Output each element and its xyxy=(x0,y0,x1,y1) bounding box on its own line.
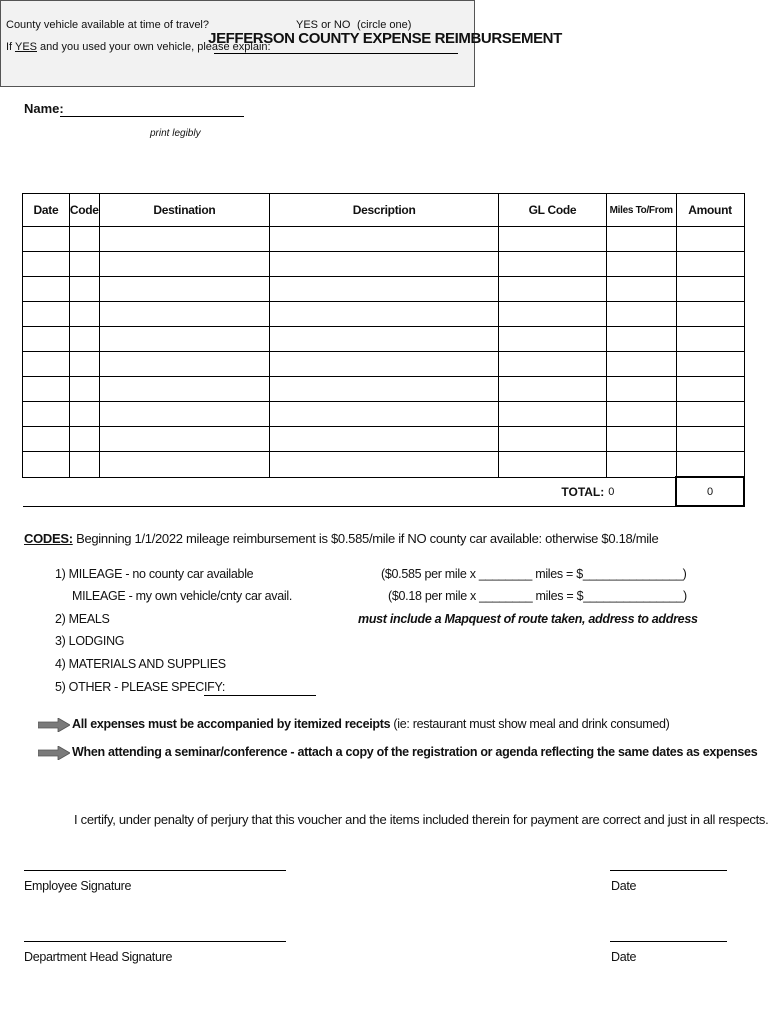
cell-gl-code[interactable] xyxy=(499,352,607,377)
cell-miles[interactable] xyxy=(606,402,676,427)
header-miles: Miles To/From xyxy=(606,194,676,227)
explain-label: If YES and you used your own vehicle, please explain: xyxy=(6,41,271,53)
header-date: Date xyxy=(23,194,70,227)
cell-description[interactable] xyxy=(270,227,499,252)
other-specify-field[interactable] xyxy=(204,695,316,696)
table-row xyxy=(23,227,745,252)
total-miles: 0 xyxy=(606,477,676,506)
cell-description[interactable] xyxy=(270,252,499,277)
cell-miles[interactable] xyxy=(606,352,676,377)
table-row xyxy=(23,452,745,478)
cell-code[interactable] xyxy=(69,227,99,252)
cell-code[interactable] xyxy=(69,427,99,452)
cell-amount[interactable] xyxy=(676,252,744,277)
rate-own-car-no-county: ($0.585 per mile x ________ miles = $_______________) xyxy=(381,567,687,581)
vehicle-question: County vehicle available at time of travel? xyxy=(6,19,209,31)
code-item-materials: 4) MATERIALS AND SUPPLIES xyxy=(55,657,226,671)
cell-description[interactable] xyxy=(270,302,499,327)
cell-date[interactable] xyxy=(23,252,70,277)
cell-gl-code[interactable] xyxy=(499,402,607,427)
cell-code[interactable] xyxy=(69,302,99,327)
arrow-right-icon xyxy=(38,746,70,760)
header-amount: Amount xyxy=(676,194,744,227)
cell-destination[interactable] xyxy=(99,427,269,452)
table-row xyxy=(23,302,745,327)
cell-description[interactable] xyxy=(270,377,499,402)
table-row xyxy=(23,277,745,302)
cell-description[interactable] xyxy=(270,352,499,377)
code-item-mileage-no-car: 1) MILEAGE - no county car available xyxy=(55,567,254,581)
codes-intro: CODES: Beginning 1/1/2022 mileage reimbursement is $0.585/mile if NO county car available: otherwise $0.18/mile xyxy=(24,531,659,546)
department-date-field[interactable] xyxy=(610,941,727,942)
employee-signature-field[interactable] xyxy=(24,870,286,871)
cell-amount[interactable] xyxy=(676,377,744,402)
cell-miles[interactable] xyxy=(606,427,676,452)
cell-destination[interactable] xyxy=(99,377,269,402)
cell-amount[interactable] xyxy=(676,302,744,327)
arrow-right-icon xyxy=(38,718,70,732)
code-item-other: 5) OTHER - PLEASE SPECIFY: xyxy=(55,680,226,694)
page-title: JEFFERSON COUNTY EXPENSE REIMBURSEMENT xyxy=(208,30,562,47)
table-row xyxy=(23,352,745,377)
employee-signature-label: Employee Signature xyxy=(24,879,132,893)
cell-gl-code[interactable] xyxy=(499,277,607,302)
cell-miles[interactable] xyxy=(606,377,676,402)
cell-description[interactable] xyxy=(270,277,499,302)
cell-gl-code[interactable] xyxy=(499,327,607,352)
cell-date[interactable] xyxy=(23,452,70,478)
department-date-label: Date xyxy=(611,950,637,964)
cell-miles[interactable] xyxy=(606,302,676,327)
expense-table xyxy=(22,193,745,507)
cell-gl-code[interactable] xyxy=(499,302,607,327)
cell-code[interactable] xyxy=(69,252,99,277)
cell-destination[interactable] xyxy=(99,352,269,377)
cell-amount[interactable] xyxy=(676,402,744,427)
cell-date[interactable] xyxy=(23,377,70,402)
table-row xyxy=(23,377,745,402)
cell-destination[interactable] xyxy=(99,277,269,302)
cell-destination[interactable] xyxy=(99,402,269,427)
yes-no-options[interactable]: YES or NO xyxy=(296,19,351,31)
cell-gl-code[interactable] xyxy=(499,377,607,402)
table-row xyxy=(23,402,745,427)
total-amount: 0 xyxy=(676,477,744,506)
cell-destination[interactable] xyxy=(99,302,269,327)
mapquest-note: must include a Mapquest of route taken, address to address xyxy=(358,612,698,626)
cell-date[interactable] xyxy=(23,402,70,427)
cell-date[interactable] xyxy=(23,327,70,352)
name-field[interactable] xyxy=(60,116,244,117)
cell-code[interactable] xyxy=(69,452,99,478)
header-description: Description xyxy=(270,194,499,227)
department-signature-field[interactable] xyxy=(24,941,286,942)
table-row xyxy=(23,252,745,277)
cell-amount[interactable] xyxy=(676,327,744,352)
cell-amount[interactable] xyxy=(676,352,744,377)
certification-statement: I certify, under penalty of perjury that this voucher and the items included therein for payment are correct and just in all respects. xyxy=(74,812,769,827)
header-gl-code: GL Code xyxy=(499,194,607,227)
cell-description[interactable] xyxy=(270,452,499,478)
cell-description[interactable] xyxy=(270,327,499,352)
cell-amount[interactable] xyxy=(676,227,744,252)
cell-code[interactable] xyxy=(69,327,99,352)
cell-miles[interactable] xyxy=(606,227,676,252)
cell-destination[interactable] xyxy=(99,327,269,352)
print-legibly-hint: print legibly xyxy=(150,128,201,139)
employee-date-field[interactable] xyxy=(610,870,727,871)
cell-amount[interactable] xyxy=(676,277,744,302)
cell-destination[interactable] xyxy=(99,252,269,277)
table-row xyxy=(23,427,745,452)
cell-amount[interactable] xyxy=(676,452,744,478)
name-label: Name: xyxy=(24,101,64,116)
cell-code[interactable] xyxy=(69,277,99,302)
cell-miles[interactable] xyxy=(606,277,676,302)
total-row xyxy=(23,477,745,506)
code-item-lodging: 3) LODGING xyxy=(55,634,125,648)
table-header-row xyxy=(23,194,745,227)
total-label: TOTAL: xyxy=(23,477,607,506)
cell-code[interactable] xyxy=(69,352,99,377)
cell-miles[interactable] xyxy=(606,452,676,478)
cell-code[interactable] xyxy=(69,402,99,427)
cell-gl-code[interactable] xyxy=(499,252,607,277)
cell-amount[interactable] xyxy=(676,427,744,452)
cell-destination[interactable] xyxy=(99,452,269,478)
cell-miles[interactable] xyxy=(606,327,676,352)
department-signature-label: Department Head Signature xyxy=(24,950,173,964)
cell-gl-code[interactable] xyxy=(499,227,607,252)
cell-destination[interactable] xyxy=(99,227,269,252)
header-code: Code xyxy=(69,194,99,227)
code-item-meals: 2) MEALS xyxy=(55,612,110,626)
explain-field[interactable] xyxy=(214,53,458,54)
employee-date-label: Date xyxy=(611,879,637,893)
cell-date[interactable] xyxy=(23,352,70,377)
header-destination: Destination xyxy=(99,194,269,227)
cell-date[interactable] xyxy=(23,302,70,327)
code-item-mileage-own: MILEAGE - my own vehicle/cnty car avail. xyxy=(72,589,293,603)
circle-one-note: (circle one) xyxy=(357,19,412,31)
cell-date[interactable] xyxy=(23,227,70,252)
cell-date[interactable] xyxy=(23,427,70,452)
cell-gl-code[interactable] xyxy=(499,427,607,452)
cell-code[interactable] xyxy=(69,377,99,402)
cell-date[interactable] xyxy=(23,277,70,302)
cell-miles[interactable] xyxy=(606,252,676,277)
cell-description[interactable] xyxy=(270,427,499,452)
cell-description[interactable] xyxy=(270,402,499,427)
seminar-note: When attending a seminar/conference - attach a copy of the registration or agenda reflecting the same dates as expenses xyxy=(72,745,758,759)
table-row xyxy=(23,327,745,352)
receipts-note: All expenses must be accompanied by itemized receipts (ie: restaurant must show meal and drink consumed) xyxy=(72,717,670,731)
cell-gl-code[interactable] xyxy=(499,452,607,478)
rate-county-available: ($0.18 per mile x ________ miles = $_______________) xyxy=(388,589,687,603)
